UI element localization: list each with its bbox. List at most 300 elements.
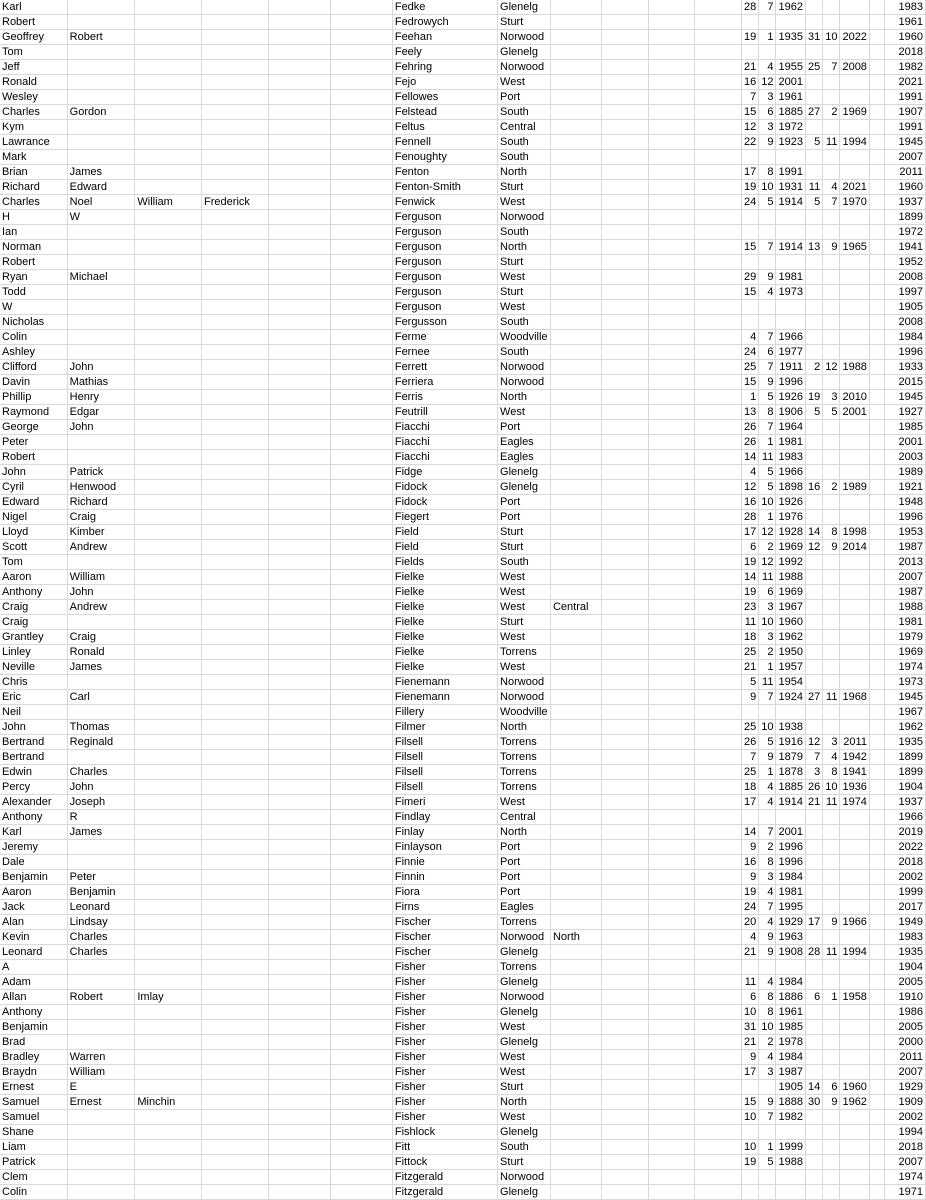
cell-second-club[interactable] bbox=[550, 60, 601, 75]
cell-col-j[interactable] bbox=[601, 105, 648, 120]
cell-birth-year[interactable]: 1962 bbox=[776, 0, 805, 15]
cell-death-day[interactable] bbox=[805, 285, 822, 300]
cell-death-day[interactable] bbox=[805, 1005, 822, 1020]
cell-death-day[interactable] bbox=[805, 450, 822, 465]
cell-second-club[interactable] bbox=[550, 45, 601, 60]
cell-birth-year[interactable]: 1916 bbox=[776, 735, 805, 750]
cell-birth-month[interactable]: 7 bbox=[759, 420, 776, 435]
cell-death-year[interactable] bbox=[840, 555, 869, 570]
cell-debut-year[interactable]: 1987 bbox=[884, 585, 925, 600]
cell-club[interactable]: West bbox=[498, 405, 551, 420]
cell-surname[interactable]: Fenoughty bbox=[392, 150, 497, 165]
cell-death-year[interactable]: 1998 bbox=[840, 525, 869, 540]
cell-col-k[interactable] bbox=[648, 390, 694, 405]
cell-second-club[interactable] bbox=[550, 975, 601, 990]
cell-col-l[interactable] bbox=[694, 480, 741, 495]
cell-debut-year[interactable]: 1960 bbox=[884, 180, 925, 195]
cell-col-s[interactable] bbox=[869, 390, 884, 405]
cell-club[interactable]: Sturt bbox=[498, 285, 551, 300]
cell-second-name[interactable]: Patrick bbox=[67, 465, 135, 480]
cell-third-name[interactable] bbox=[135, 300, 202, 315]
cell-col-e[interactable] bbox=[268, 120, 330, 135]
cell-birth-day[interactable] bbox=[741, 705, 758, 720]
cell-first-name[interactable]: A bbox=[0, 960, 67, 975]
cell-death-month[interactable] bbox=[823, 1170, 840, 1185]
cell-col-l[interactable] bbox=[694, 675, 741, 690]
cell-fourth-name[interactable] bbox=[202, 360, 269, 375]
cell-death-month[interactable] bbox=[823, 630, 840, 645]
cell-col-l[interactable] bbox=[694, 30, 741, 45]
cell-club[interactable]: Torrens bbox=[498, 735, 551, 750]
cell-death-day[interactable] bbox=[805, 705, 822, 720]
cell-death-day[interactable]: 21 bbox=[805, 795, 822, 810]
cell-second-club[interactable] bbox=[550, 1185, 601, 1200]
cell-fourth-name[interactable] bbox=[202, 1155, 269, 1170]
cell-second-name[interactable]: William bbox=[67, 570, 135, 585]
cell-fourth-name[interactable] bbox=[202, 375, 269, 390]
cell-col-j[interactable] bbox=[601, 315, 648, 330]
cell-col-k[interactable] bbox=[648, 255, 694, 270]
cell-first-name[interactable]: Lloyd bbox=[0, 525, 67, 540]
cell-col-j[interactable] bbox=[601, 0, 648, 15]
cell-birth-day[interactable]: 15 bbox=[741, 240, 758, 255]
cell-second-club[interactable] bbox=[550, 615, 601, 630]
cell-col-s[interactable] bbox=[869, 600, 884, 615]
cell-death-day[interactable] bbox=[805, 75, 822, 90]
cell-col-e[interactable] bbox=[268, 225, 330, 240]
cell-death-day[interactable] bbox=[805, 855, 822, 870]
cell-death-month[interactable] bbox=[823, 45, 840, 60]
cell-col-f[interactable] bbox=[330, 285, 392, 300]
cell-debut-year[interactable]: 1945 bbox=[884, 135, 925, 150]
cell-death-year[interactable] bbox=[840, 495, 869, 510]
cell-col-k[interactable] bbox=[648, 495, 694, 510]
cell-club[interactable]: West bbox=[498, 630, 551, 645]
cell-third-name[interactable] bbox=[135, 135, 202, 150]
cell-surname[interactable]: Fehring bbox=[392, 60, 497, 75]
cell-club[interactable]: Glenelg bbox=[498, 465, 551, 480]
cell-col-l[interactable] bbox=[694, 525, 741, 540]
cell-club[interactable]: Port bbox=[498, 855, 551, 870]
cell-death-year[interactable] bbox=[840, 90, 869, 105]
cell-birth-day[interactable]: 31 bbox=[741, 1020, 758, 1035]
cell-col-l[interactable] bbox=[694, 165, 741, 180]
cell-col-e[interactable] bbox=[268, 420, 330, 435]
cell-first-name[interactable]: John bbox=[0, 720, 67, 735]
cell-club[interactable]: West bbox=[498, 660, 551, 675]
cell-col-e[interactable] bbox=[268, 1185, 330, 1200]
cell-col-s[interactable] bbox=[869, 915, 884, 930]
cell-col-l[interactable] bbox=[694, 270, 741, 285]
cell-col-e[interactable] bbox=[268, 105, 330, 120]
cell-birth-year[interactable]: 1973 bbox=[776, 285, 805, 300]
cell-third-name[interactable] bbox=[135, 390, 202, 405]
cell-second-club[interactable] bbox=[550, 135, 601, 150]
cell-club[interactable]: West bbox=[498, 795, 551, 810]
cell-surname[interactable]: Ferguson bbox=[392, 210, 497, 225]
cell-col-k[interactable] bbox=[648, 165, 694, 180]
cell-col-j[interactable] bbox=[601, 15, 648, 30]
cell-birth-month[interactable]: 9 bbox=[759, 930, 776, 945]
cell-club[interactable]: Norwood bbox=[498, 690, 551, 705]
cell-surname[interactable]: Ferme bbox=[392, 330, 497, 345]
cell-death-month[interactable]: 7 bbox=[823, 195, 840, 210]
cell-second-club[interactable] bbox=[550, 165, 601, 180]
cell-col-k[interactable] bbox=[648, 1185, 694, 1200]
cell-col-f[interactable] bbox=[330, 240, 392, 255]
cell-birth-month[interactable]: 4 bbox=[759, 975, 776, 990]
cell-second-name[interactable] bbox=[67, 750, 135, 765]
cell-second-name[interactable] bbox=[67, 45, 135, 60]
cell-third-name[interactable] bbox=[135, 810, 202, 825]
cell-first-name[interactable]: Percy bbox=[0, 780, 67, 795]
cell-birth-month[interactable]: 9 bbox=[759, 375, 776, 390]
cell-first-name[interactable]: Samuel bbox=[0, 1110, 67, 1125]
cell-surname[interactable]: Fernee bbox=[392, 345, 497, 360]
cell-birth-month[interactable] bbox=[759, 210, 776, 225]
cell-fourth-name[interactable] bbox=[202, 210, 269, 225]
cell-first-name[interactable]: Edward bbox=[0, 495, 67, 510]
cell-first-name[interactable]: Braydn bbox=[0, 1065, 67, 1080]
cell-col-j[interactable] bbox=[601, 75, 648, 90]
cell-birth-day[interactable]: 16 bbox=[741, 495, 758, 510]
cell-col-l[interactable] bbox=[694, 360, 741, 375]
cell-death-year[interactable] bbox=[840, 900, 869, 915]
cell-death-month[interactable] bbox=[823, 840, 840, 855]
cell-surname[interactable]: Fienemann bbox=[392, 690, 497, 705]
cell-death-year[interactable] bbox=[840, 330, 869, 345]
cell-col-j[interactable] bbox=[601, 1125, 648, 1140]
cell-col-s[interactable] bbox=[869, 435, 884, 450]
cell-col-s[interactable] bbox=[869, 450, 884, 465]
cell-second-name[interactable] bbox=[67, 1185, 135, 1200]
cell-col-e[interactable] bbox=[268, 735, 330, 750]
cell-debut-year[interactable]: 1899 bbox=[884, 210, 925, 225]
cell-birth-month[interactable] bbox=[759, 1170, 776, 1185]
cell-col-k[interactable] bbox=[648, 915, 694, 930]
cell-birth-day[interactable] bbox=[741, 1125, 758, 1140]
cell-col-s[interactable] bbox=[869, 225, 884, 240]
cell-col-f[interactable] bbox=[330, 1050, 392, 1065]
cell-debut-year[interactable]: 1929 bbox=[884, 1080, 925, 1095]
cell-birth-year[interactable]: 2001 bbox=[776, 825, 805, 840]
cell-col-l[interactable] bbox=[694, 975, 741, 990]
cell-debut-year[interactable]: 1986 bbox=[884, 1005, 925, 1020]
cell-birth-day[interactable]: 26 bbox=[741, 435, 758, 450]
cell-death-month[interactable] bbox=[823, 870, 840, 885]
cell-birth-month[interactable]: 10 bbox=[759, 495, 776, 510]
cell-death-month[interactable] bbox=[823, 450, 840, 465]
cell-first-name[interactable]: Phillip bbox=[0, 390, 67, 405]
cell-birth-month[interactable] bbox=[759, 810, 776, 825]
cell-fourth-name[interactable] bbox=[202, 645, 269, 660]
cell-birth-year[interactable]: 1964 bbox=[776, 420, 805, 435]
cell-birth-month[interactable]: 7 bbox=[759, 900, 776, 915]
cell-third-name[interactable] bbox=[135, 1005, 202, 1020]
cell-second-name[interactable] bbox=[67, 1155, 135, 1170]
cell-birth-day[interactable]: 5 bbox=[741, 675, 758, 690]
cell-col-e[interactable] bbox=[268, 405, 330, 420]
cell-third-name[interactable] bbox=[135, 285, 202, 300]
cell-col-l[interactable] bbox=[694, 870, 741, 885]
cell-death-day[interactable] bbox=[805, 435, 822, 450]
cell-first-name[interactable]: Lawrance bbox=[0, 135, 67, 150]
cell-death-month[interactable]: 11 bbox=[823, 135, 840, 150]
cell-col-l[interactable] bbox=[694, 0, 741, 15]
cell-col-e[interactable] bbox=[268, 945, 330, 960]
cell-surname[interactable]: Fedrowych bbox=[392, 15, 497, 30]
cell-col-f[interactable] bbox=[330, 390, 392, 405]
cell-second-club[interactable] bbox=[550, 375, 601, 390]
cell-col-f[interactable] bbox=[330, 885, 392, 900]
cell-col-f[interactable] bbox=[330, 840, 392, 855]
cell-col-j[interactable] bbox=[601, 255, 648, 270]
cell-death-day[interactable]: 5 bbox=[805, 405, 822, 420]
cell-third-name[interactable] bbox=[135, 750, 202, 765]
cell-birth-year[interactable]: 1983 bbox=[776, 450, 805, 465]
cell-death-day[interactable]: 28 bbox=[805, 945, 822, 960]
cell-first-name[interactable]: Aaron bbox=[0, 570, 67, 585]
cell-col-k[interactable] bbox=[648, 810, 694, 825]
cell-third-name[interactable] bbox=[135, 270, 202, 285]
cell-col-s[interactable] bbox=[869, 1065, 884, 1080]
cell-col-s[interactable] bbox=[869, 330, 884, 345]
cell-death-day[interactable] bbox=[805, 90, 822, 105]
cell-col-j[interactable] bbox=[601, 195, 648, 210]
cell-death-year[interactable] bbox=[840, 645, 869, 660]
cell-col-l[interactable] bbox=[694, 510, 741, 525]
cell-col-e[interactable] bbox=[268, 855, 330, 870]
cell-birth-month[interactable] bbox=[759, 15, 776, 30]
cell-col-s[interactable] bbox=[869, 990, 884, 1005]
cell-debut-year[interactable]: 2022 bbox=[884, 840, 925, 855]
cell-club[interactable]: Sturt bbox=[498, 540, 551, 555]
cell-col-l[interactable] bbox=[694, 1095, 741, 1110]
cell-col-j[interactable] bbox=[601, 225, 648, 240]
cell-death-day[interactable]: 19 bbox=[805, 390, 822, 405]
cell-death-day[interactable]: 3 bbox=[805, 765, 822, 780]
cell-birth-day[interactable]: 19 bbox=[741, 585, 758, 600]
cell-fourth-name[interactable] bbox=[202, 480, 269, 495]
cell-col-j[interactable] bbox=[601, 465, 648, 480]
cell-third-name[interactable] bbox=[135, 1110, 202, 1125]
cell-col-f[interactable] bbox=[330, 735, 392, 750]
cell-col-k[interactable] bbox=[648, 690, 694, 705]
cell-col-s[interactable] bbox=[869, 240, 884, 255]
cell-col-s[interactable] bbox=[869, 270, 884, 285]
cell-col-s[interactable] bbox=[869, 930, 884, 945]
cell-second-club[interactable] bbox=[550, 105, 601, 120]
cell-debut-year[interactable]: 2021 bbox=[884, 75, 925, 90]
cell-col-l[interactable] bbox=[694, 330, 741, 345]
cell-club[interactable]: West bbox=[498, 585, 551, 600]
cell-first-name[interactable]: Kym bbox=[0, 120, 67, 135]
cell-col-j[interactable] bbox=[601, 210, 648, 225]
cell-col-k[interactable] bbox=[648, 765, 694, 780]
cell-birth-year[interactable]: 1969 bbox=[776, 585, 805, 600]
cell-col-e[interactable] bbox=[268, 825, 330, 840]
cell-club[interactable]: South bbox=[498, 225, 551, 240]
cell-col-k[interactable] bbox=[648, 1080, 694, 1095]
cell-death-day[interactable] bbox=[805, 720, 822, 735]
cell-debut-year[interactable]: 2018 bbox=[884, 855, 925, 870]
cell-death-day[interactable] bbox=[805, 210, 822, 225]
cell-second-name[interactable] bbox=[67, 225, 135, 240]
cell-col-f[interactable] bbox=[330, 645, 392, 660]
cell-club[interactable]: Norwood bbox=[498, 360, 551, 375]
cell-first-name[interactable]: Davin bbox=[0, 375, 67, 390]
cell-first-name[interactable]: H bbox=[0, 210, 67, 225]
cell-death-year[interactable] bbox=[840, 165, 869, 180]
cell-second-name[interactable]: Ronald bbox=[67, 645, 135, 660]
cell-col-s[interactable] bbox=[869, 495, 884, 510]
cell-second-name[interactable]: R bbox=[67, 810, 135, 825]
cell-col-l[interactable] bbox=[694, 555, 741, 570]
cell-third-name[interactable] bbox=[135, 840, 202, 855]
cell-death-day[interactable] bbox=[805, 600, 822, 615]
cell-club[interactable]: Woodville bbox=[498, 705, 551, 720]
cell-third-name[interactable] bbox=[135, 225, 202, 240]
cell-third-name[interactable] bbox=[135, 465, 202, 480]
cell-col-j[interactable] bbox=[601, 345, 648, 360]
cell-debut-year[interactable]: 1996 bbox=[884, 510, 925, 525]
cell-col-s[interactable] bbox=[869, 90, 884, 105]
cell-first-name[interactable]: Karl bbox=[0, 825, 67, 840]
cell-birth-month[interactable] bbox=[759, 315, 776, 330]
cell-second-club[interactable] bbox=[550, 1140, 601, 1155]
cell-third-name[interactable] bbox=[135, 1035, 202, 1050]
cell-first-name[interactable]: Neville bbox=[0, 660, 67, 675]
cell-col-k[interactable] bbox=[648, 405, 694, 420]
cell-col-f[interactable] bbox=[330, 705, 392, 720]
cell-birth-month[interactable]: 5 bbox=[759, 465, 776, 480]
cell-col-k[interactable] bbox=[648, 465, 694, 480]
cell-club[interactable]: West bbox=[498, 195, 551, 210]
cell-death-year[interactable] bbox=[840, 810, 869, 825]
cell-death-month[interactable]: 7 bbox=[823, 60, 840, 75]
cell-fourth-name[interactable] bbox=[202, 780, 269, 795]
cell-col-s[interactable] bbox=[869, 465, 884, 480]
cell-col-s[interactable] bbox=[869, 105, 884, 120]
cell-birth-day[interactable]: 9 bbox=[741, 1050, 758, 1065]
cell-col-f[interactable] bbox=[330, 675, 392, 690]
cell-surname[interactable]: Filsell bbox=[392, 780, 497, 795]
cell-fourth-name[interactable] bbox=[202, 1020, 269, 1035]
cell-col-e[interactable] bbox=[268, 1050, 330, 1065]
cell-birth-month[interactable]: 9 bbox=[759, 750, 776, 765]
cell-death-month[interactable] bbox=[823, 1020, 840, 1035]
cell-col-j[interactable] bbox=[601, 165, 648, 180]
cell-surname[interactable]: Feltus bbox=[392, 120, 497, 135]
cell-debut-year[interactable]: 1984 bbox=[884, 330, 925, 345]
cell-first-name[interactable]: Clifford bbox=[0, 360, 67, 375]
cell-second-name[interactable] bbox=[67, 1110, 135, 1125]
cell-col-l[interactable] bbox=[694, 630, 741, 645]
cell-death-day[interactable] bbox=[805, 165, 822, 180]
cell-second-club[interactable] bbox=[550, 480, 601, 495]
cell-birth-year[interactable] bbox=[776, 300, 805, 315]
cell-second-name[interactable]: Craig bbox=[67, 630, 135, 645]
cell-col-s[interactable] bbox=[869, 195, 884, 210]
cell-birth-day[interactable] bbox=[741, 300, 758, 315]
cell-third-name[interactable] bbox=[135, 720, 202, 735]
cell-col-f[interactable] bbox=[330, 810, 392, 825]
cell-birth-year[interactable] bbox=[776, 960, 805, 975]
cell-birth-year[interactable]: 1978 bbox=[776, 1035, 805, 1050]
cell-col-s[interactable] bbox=[869, 1035, 884, 1050]
cell-col-e[interactable] bbox=[268, 690, 330, 705]
cell-col-s[interactable] bbox=[869, 420, 884, 435]
cell-club[interactable]: Port bbox=[498, 870, 551, 885]
cell-col-l[interactable] bbox=[694, 765, 741, 780]
cell-debut-year[interactable]: 1999 bbox=[884, 885, 925, 900]
cell-second-name[interactable]: Robert bbox=[67, 990, 135, 1005]
cell-surname[interactable]: Fields bbox=[392, 555, 497, 570]
cell-death-year[interactable]: 1989 bbox=[840, 480, 869, 495]
cell-surname[interactable]: Fimeri bbox=[392, 795, 497, 810]
cell-first-name[interactable]: W bbox=[0, 300, 67, 315]
cell-fourth-name[interactable] bbox=[202, 1140, 269, 1155]
cell-second-name[interactable]: Henwood bbox=[67, 480, 135, 495]
cell-col-l[interactable] bbox=[694, 1170, 741, 1185]
cell-col-l[interactable] bbox=[694, 885, 741, 900]
cell-second-name[interactable] bbox=[67, 450, 135, 465]
cell-third-name[interactable] bbox=[135, 450, 202, 465]
cell-fourth-name[interactable] bbox=[202, 465, 269, 480]
cell-birth-year[interactable]: 1976 bbox=[776, 510, 805, 525]
cell-col-k[interactable] bbox=[648, 1095, 694, 1110]
cell-second-name[interactable]: Michael bbox=[67, 270, 135, 285]
cell-col-e[interactable] bbox=[268, 660, 330, 675]
cell-second-club[interactable] bbox=[550, 270, 601, 285]
cell-first-name[interactable]: Ian bbox=[0, 225, 67, 240]
cell-death-year[interactable] bbox=[840, 1185, 869, 1200]
cell-fourth-name[interactable] bbox=[202, 855, 269, 870]
cell-col-s[interactable] bbox=[869, 705, 884, 720]
cell-col-f[interactable] bbox=[330, 480, 392, 495]
cell-debut-year[interactable]: 1907 bbox=[884, 105, 925, 120]
cell-col-l[interactable] bbox=[694, 450, 741, 465]
cell-col-k[interactable] bbox=[648, 675, 694, 690]
cell-first-name[interactable]: Adam bbox=[0, 975, 67, 990]
cell-col-f[interactable] bbox=[330, 75, 392, 90]
cell-col-k[interactable] bbox=[648, 1125, 694, 1140]
cell-first-name[interactable]: Allan bbox=[0, 990, 67, 1005]
cell-col-f[interactable] bbox=[330, 615, 392, 630]
cell-third-name[interactable] bbox=[135, 105, 202, 120]
cell-death-month[interactable]: 11 bbox=[823, 945, 840, 960]
cell-col-l[interactable] bbox=[694, 420, 741, 435]
cell-col-s[interactable] bbox=[869, 975, 884, 990]
cell-col-s[interactable] bbox=[869, 1110, 884, 1125]
cell-debut-year[interactable]: 1937 bbox=[884, 795, 925, 810]
cell-col-l[interactable] bbox=[694, 1125, 741, 1140]
cell-death-month[interactable] bbox=[823, 435, 840, 450]
cell-second-club[interactable] bbox=[550, 1125, 601, 1140]
cell-col-e[interactable] bbox=[268, 810, 330, 825]
cell-death-month[interactable] bbox=[823, 150, 840, 165]
cell-death-year[interactable]: 1958 bbox=[840, 990, 869, 1005]
cell-second-name[interactable] bbox=[67, 855, 135, 870]
cell-birth-month[interactable]: 3 bbox=[759, 90, 776, 105]
cell-col-k[interactable] bbox=[648, 30, 694, 45]
cell-third-name[interactable] bbox=[135, 330, 202, 345]
cell-fourth-name[interactable] bbox=[202, 810, 269, 825]
cell-death-month[interactable] bbox=[823, 375, 840, 390]
cell-debut-year[interactable]: 1909 bbox=[884, 1095, 925, 1110]
cell-surname[interactable]: Fielke bbox=[392, 585, 497, 600]
cell-second-name[interactable] bbox=[67, 90, 135, 105]
